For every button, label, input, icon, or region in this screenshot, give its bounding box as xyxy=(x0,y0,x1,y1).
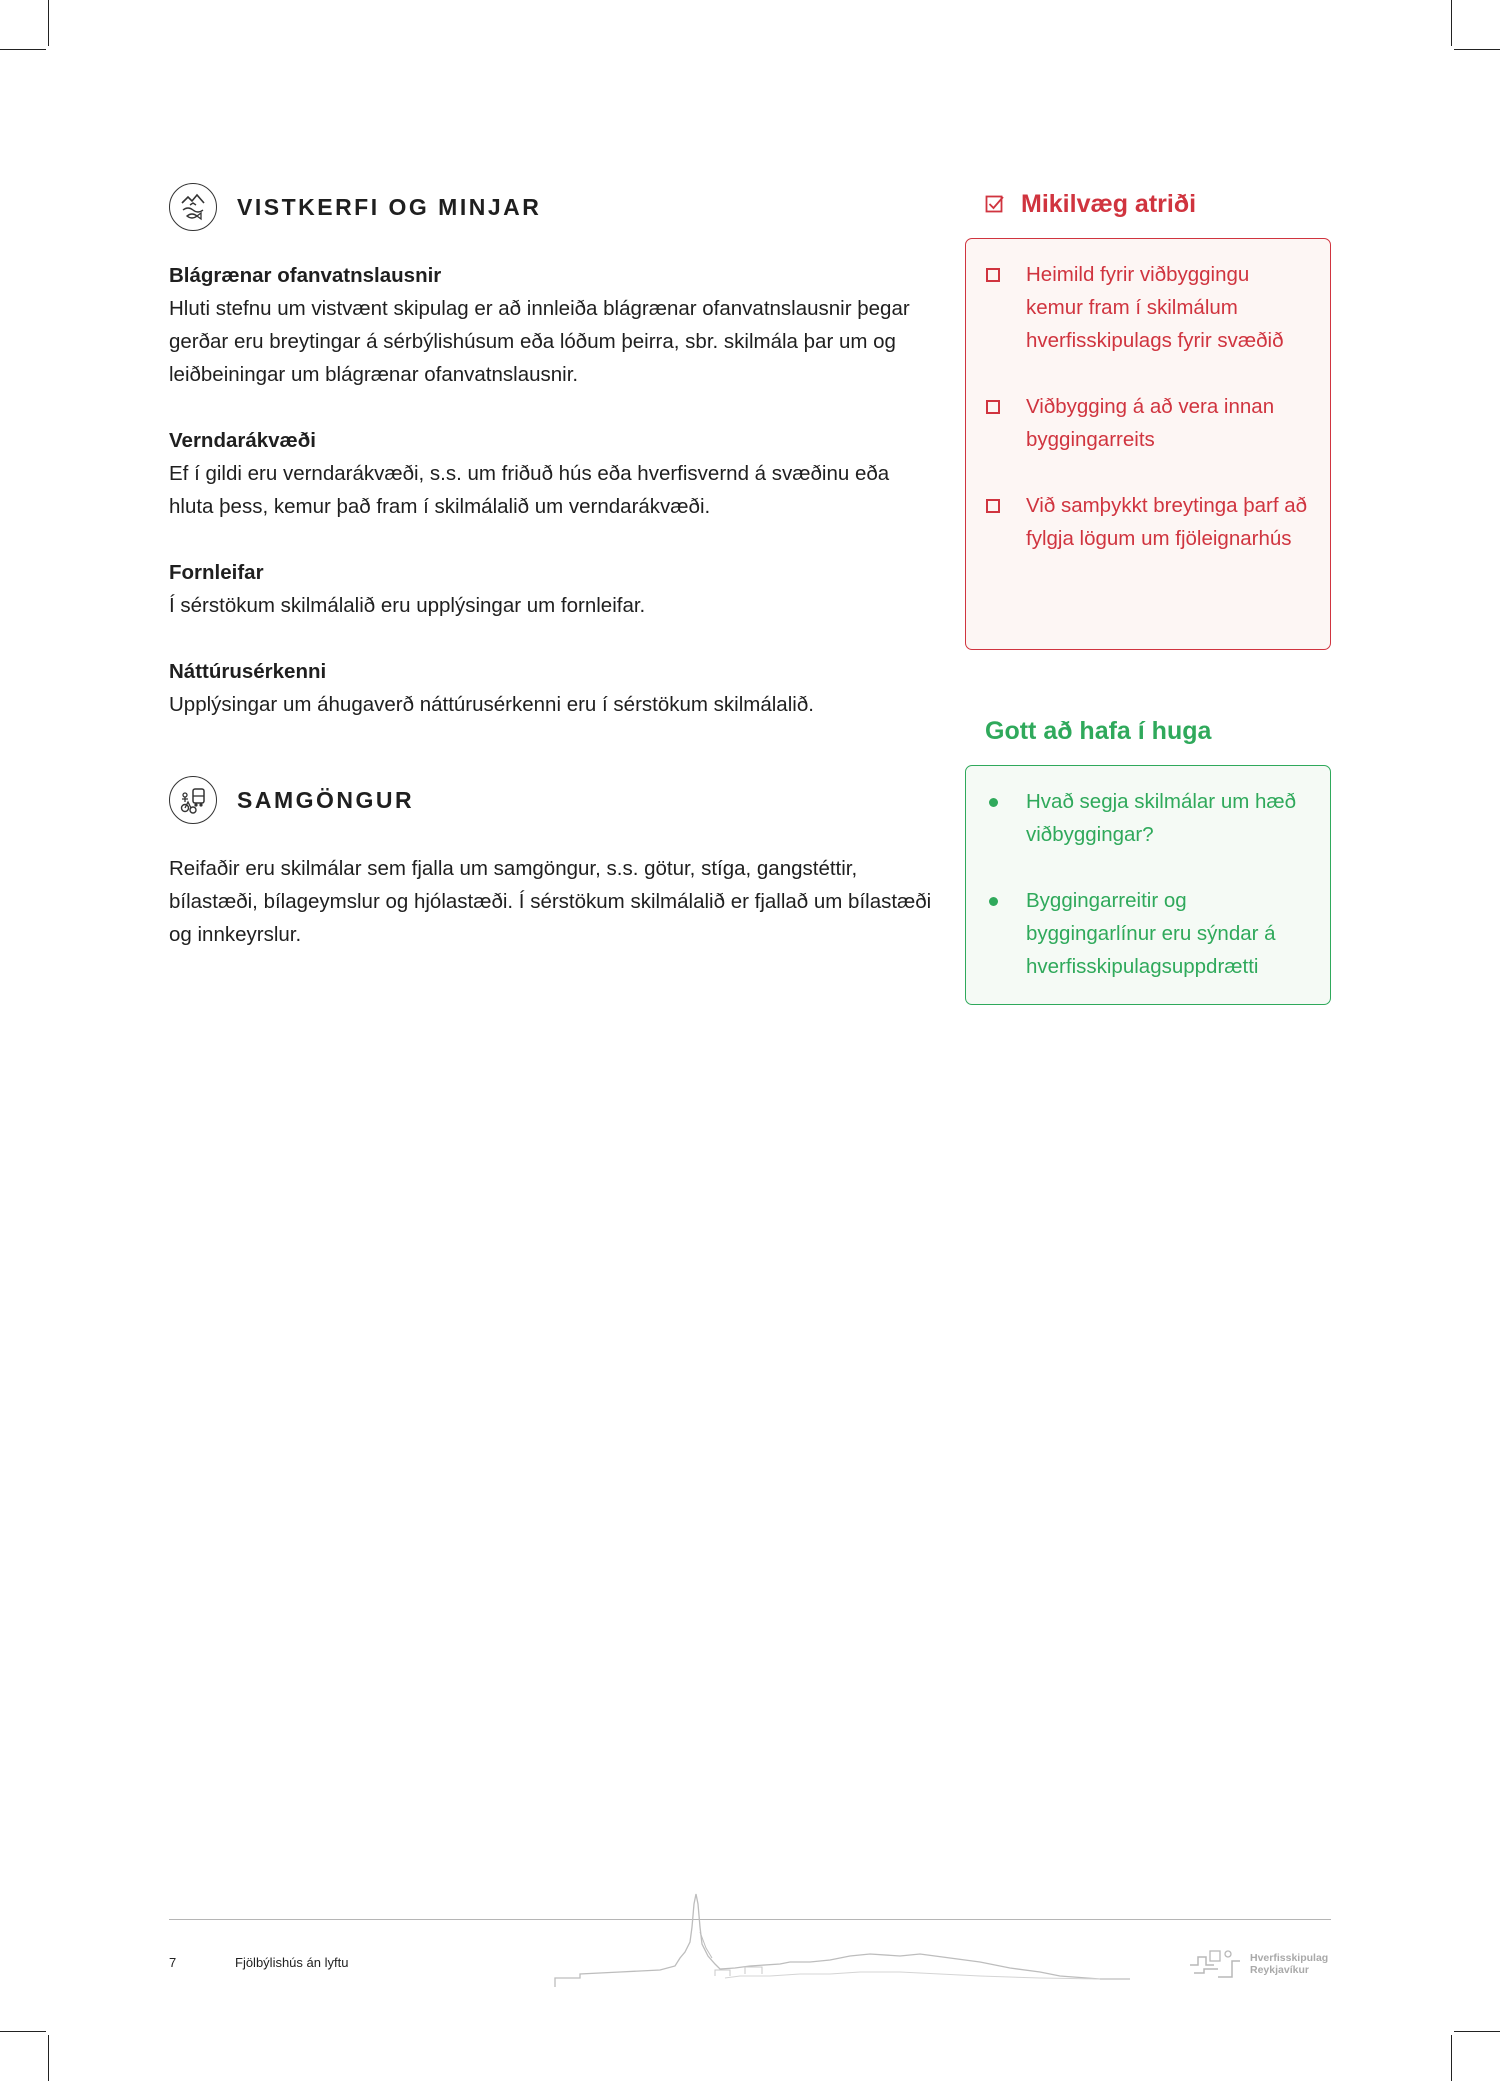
mindful-box xyxy=(965,765,1331,1005)
section-title: SAMGÖNGUR xyxy=(237,786,415,813)
crop-mark xyxy=(1451,2035,1452,2081)
document-title: Fjölbýlishús án lyftu xyxy=(235,1955,349,1970)
mindful-title: Gott að hafa í huga xyxy=(985,717,1212,745)
crop-mark xyxy=(48,0,49,46)
section-header-samgongur xyxy=(169,776,414,824)
checklist-item: Heimild fyrir viðbyggingu kemur fram í skilmálum hverfisskipulags fyrir svæðið xyxy=(966,258,1308,357)
samgongur-content xyxy=(169,852,939,951)
important-box xyxy=(965,238,1331,650)
paragraph: Hluti stefnu um vistvænt skipulag er að innleiða blágrænar ofanvatnslausnir þegar gerðar eru breytingar á sérbýlishúsum eða lóðum þeirra, sbr. skilmála þar um og leiðbeiningar um blágrænar ofanvatnslausnir. xyxy=(169,297,910,386)
paragraph: Reifaðir eru skilmálar sem fjalla um samgöngur, s.s. götur, stíga, gangstéttir, bílastæði, bílageymslur og hjólastæði. Í sérstökum skilmálalið er fjallað um bílastæði og innkeyrslur. xyxy=(169,857,932,946)
hverfisskipulag-logo-icon xyxy=(1188,1947,1246,1981)
ecosystem-heritage-icon xyxy=(169,183,217,231)
checkbox-icon xyxy=(986,499,1000,513)
subsection-verndarakvaedi xyxy=(169,424,939,523)
checklist-item: Viðbygging á að vera innan byggingarreits xyxy=(966,390,1308,456)
subsection-heading: Fornleifar xyxy=(169,561,264,584)
logo-text: Hverfisskipulag Reykjavíkur xyxy=(1250,1952,1329,1976)
page-number: 7 xyxy=(169,1955,177,1970)
subsection-blagraenar xyxy=(169,259,939,391)
vistkerfi-content xyxy=(169,259,939,719)
bullet-icon xyxy=(989,897,998,906)
city-skyline-illustration xyxy=(540,1892,1140,1992)
crop-mark xyxy=(1451,0,1452,46)
section-header-vistkerfi xyxy=(169,183,541,231)
checkbox-icon xyxy=(986,400,1000,414)
checkbox-checked-icon xyxy=(985,195,1005,215)
subsection-heading: Náttúrusérkenni xyxy=(169,660,327,683)
subsection-heading: Verndarákvæði xyxy=(169,429,316,452)
section-title: VISTKERFI OG MINJAR xyxy=(237,193,542,220)
subsection-natturuserkenni xyxy=(169,655,939,721)
crop-mark xyxy=(1454,2031,1500,2032)
subsection-fornleifar xyxy=(169,556,939,622)
important-title-text: Mikilvæg atriði xyxy=(1021,190,1197,218)
paragraph: Í sérstökum skilmálalið eru upplýsingar um fornleifar. xyxy=(169,594,646,617)
important-title xyxy=(985,190,1196,219)
paragraph: Upplýsingar um áhugaverð náttúrusérkenni eru í sérstökum skilmálalið. xyxy=(169,693,814,716)
bullet-icon xyxy=(989,798,998,807)
bullet-item: Byggingarreitir og byggingarlínur eru sýndar á hverfisskipulagsuppdrætti xyxy=(966,884,1308,983)
crop-mark xyxy=(0,2031,46,2032)
crop-mark xyxy=(48,2035,49,2081)
subsection-heading: Blágrænar ofanvatnslausnir xyxy=(169,264,442,287)
bullet-item: Hvað segja skilmálar um hæð viðbyggingar? xyxy=(966,785,1308,851)
checkbox-icon xyxy=(986,268,1000,282)
crop-mark xyxy=(1454,49,1500,50)
paragraph: Ef í gildi eru verndarákvæði, s.s. um friðuð hús eða hverfisvernd á svæðinu eða hluta þess, kemur það fram í skilmálalið um verndarákvæði. xyxy=(169,462,890,518)
crop-mark xyxy=(0,49,46,50)
transport-icon xyxy=(169,776,217,824)
checklist-item: Við samþykkt breytinga þarf að fylgja lögum um fjöleignarhús xyxy=(966,489,1308,555)
footer-logo xyxy=(1188,1947,1328,1981)
